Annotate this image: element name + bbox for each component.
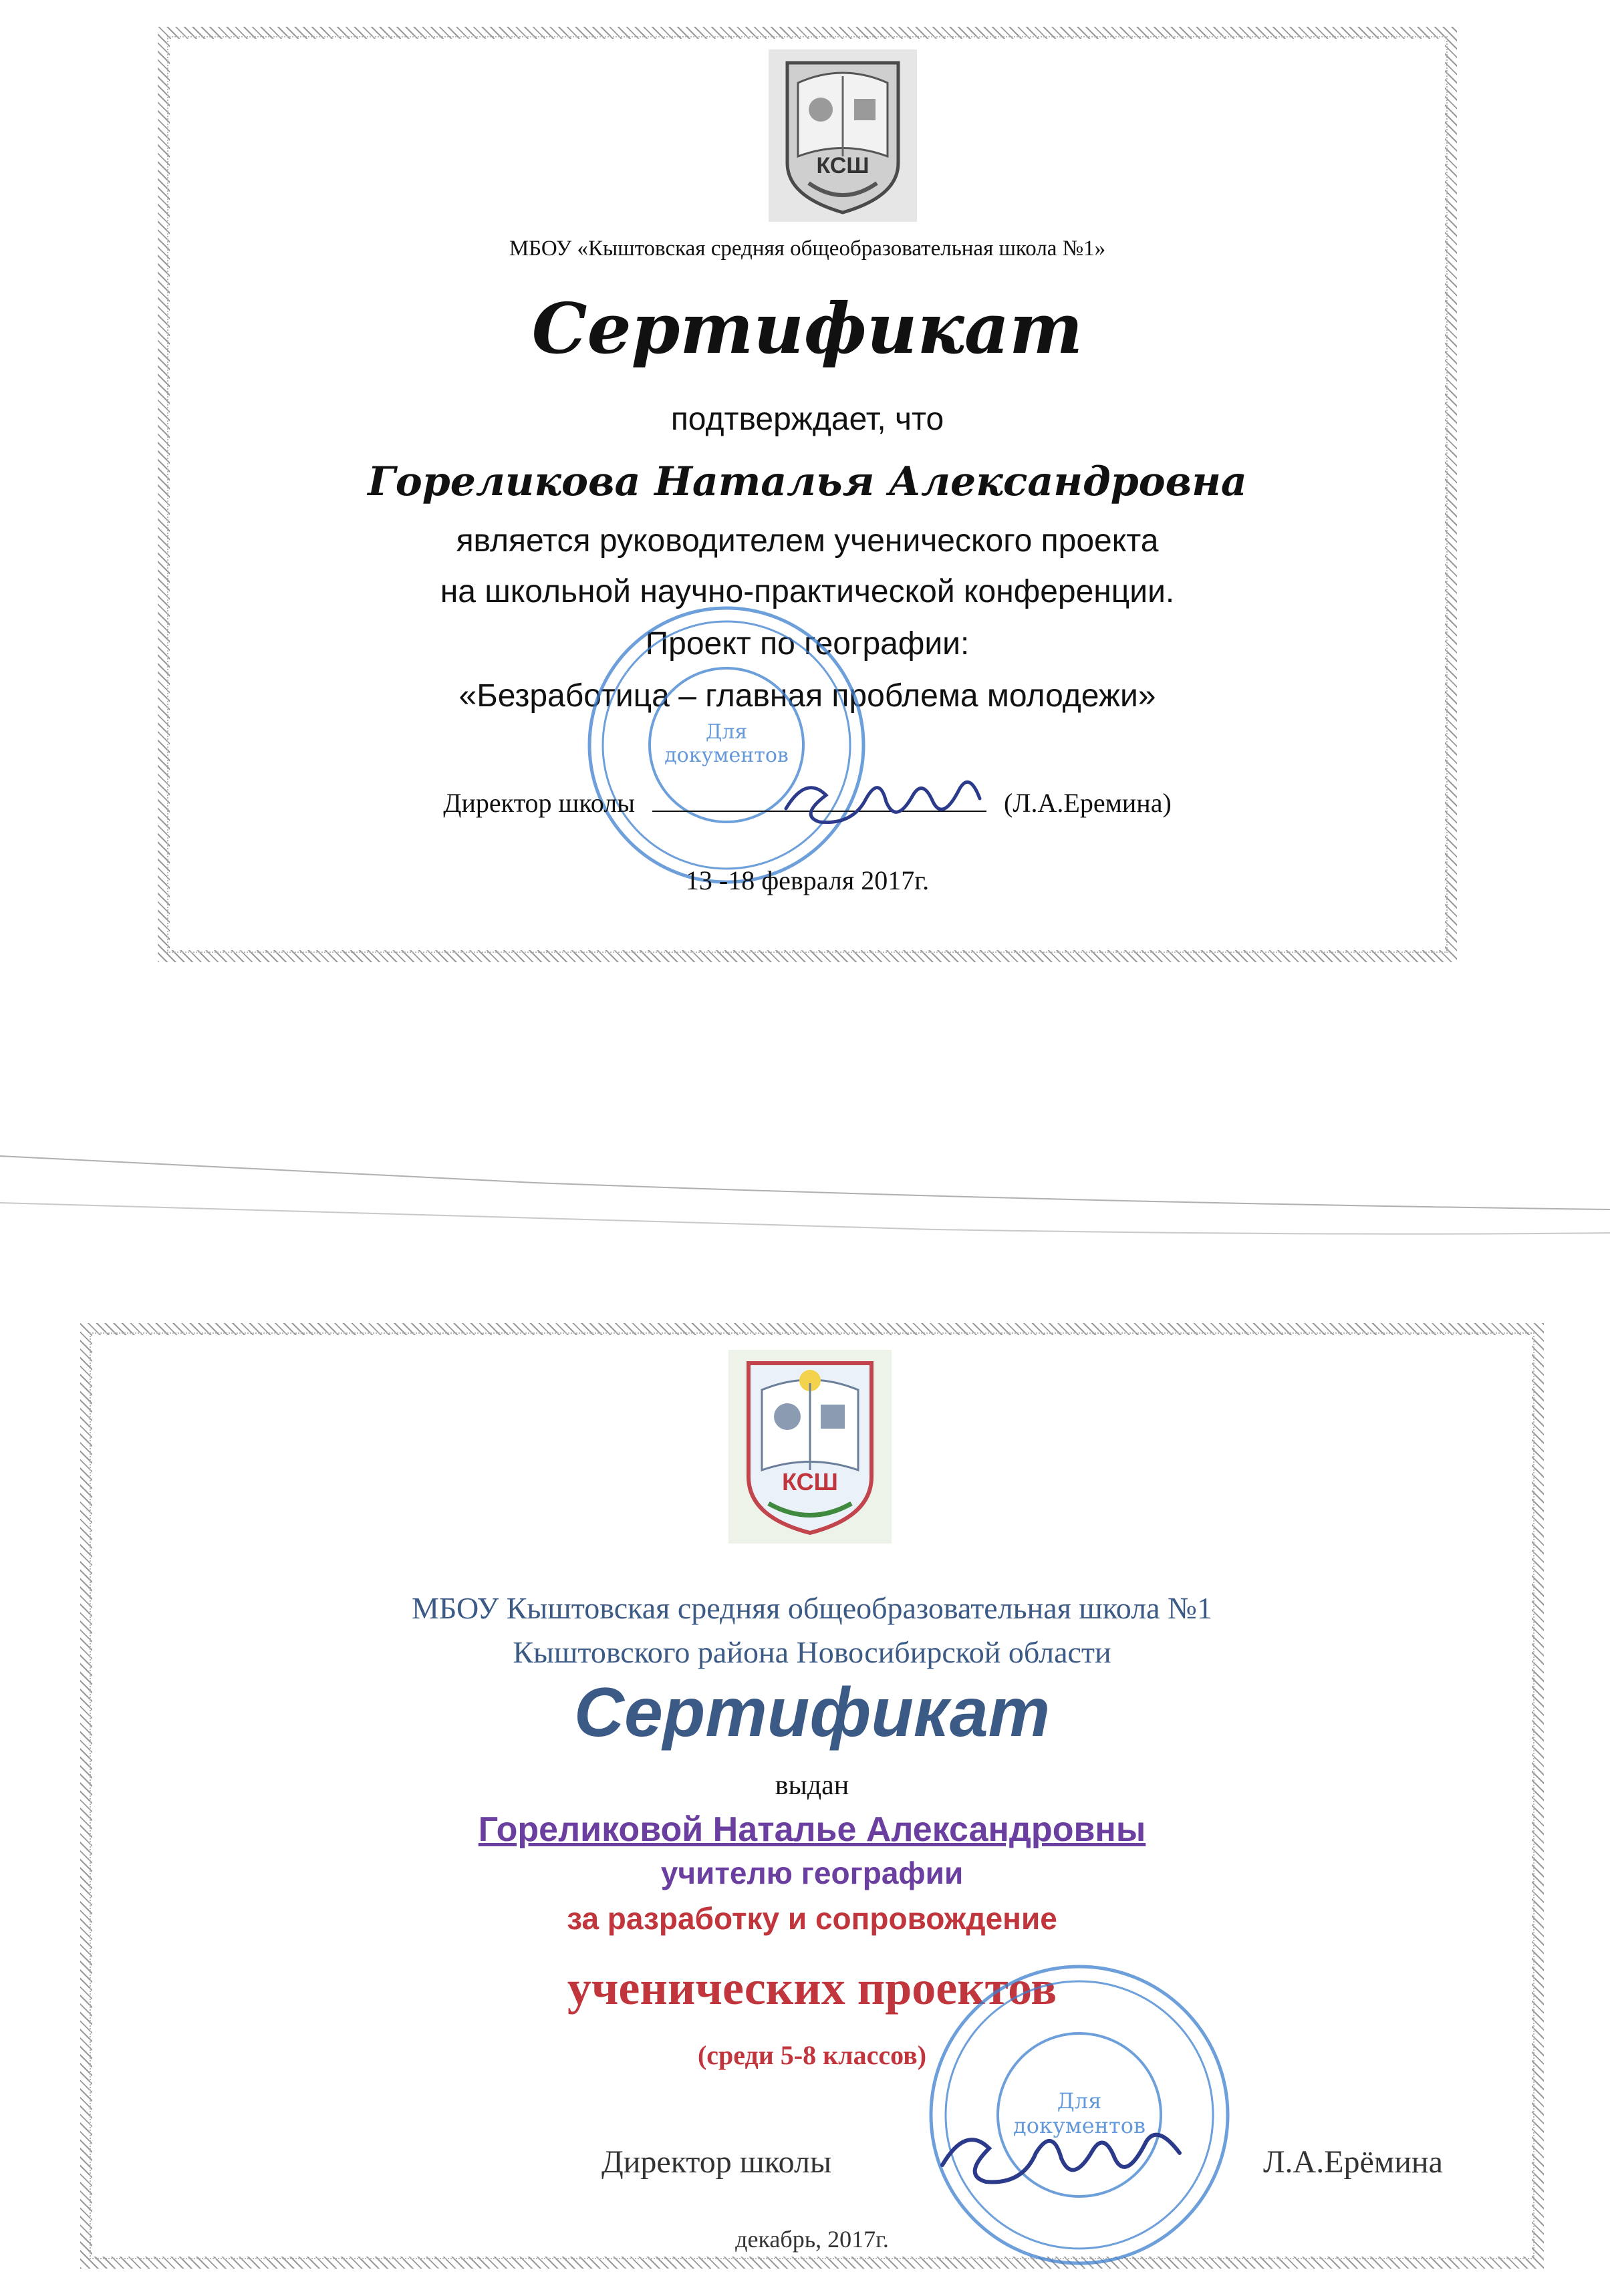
role-line-1: является руководителем ученического проекта bbox=[456, 523, 1159, 559]
project-line-2: «Безработица – главная проблема молодежи» bbox=[458, 678, 1156, 714]
svg-text:документов: документов bbox=[664, 744, 789, 767]
confirms-text: подтверждает, что bbox=[670, 402, 944, 437]
school-crest-logo bbox=[769, 49, 917, 222]
director-signature bbox=[779, 762, 993, 835]
issued-text: выдан bbox=[775, 1770, 849, 1801]
school-name-line-1: МБОУ Кыштовская средняя общеобразовательная школа №1 bbox=[412, 1591, 1212, 1625]
school-name: МБОУ «Кыштовская средняя общеобразовательная школа №1» bbox=[509, 237, 1106, 261]
award-reason-line-2: ученических проектов bbox=[567, 1961, 1057, 2015]
director-label: Директор школы bbox=[443, 788, 636, 818]
certificate-2 bbox=[80, 1323, 1544, 2269]
recipient-name: Гореликова Наталья Александровна bbox=[368, 458, 1247, 505]
certificate-1 bbox=[158, 27, 1457, 962]
svg-text:документов: документов bbox=[1013, 2113, 1146, 2138]
role-line-2: на школьной научно-практической конференции. bbox=[440, 574, 1175, 609]
svg-text:КСШ: КСШ bbox=[782, 1468, 838, 1495]
recipient-name: Гореликовой Наталье Александровны bbox=[478, 1810, 1146, 1849]
director-label: Директор школы bbox=[601, 2144, 832, 2180]
issue-date: декабрь, 2017г. bbox=[735, 2226, 889, 2253]
school-crest-logo bbox=[728, 1350, 892, 1544]
grades-note: (среди 5-8 классов) bbox=[697, 2040, 927, 2070]
director-name: (Л.А.Еремина) bbox=[1004, 788, 1172, 818]
award-reason-line-1: за разработку и сопровождение bbox=[567, 1901, 1057, 1936]
event-date: 13 -18 февраля 2017г. bbox=[685, 865, 930, 895]
svg-text:Для: Для bbox=[1057, 2088, 1102, 2114]
official-stamp bbox=[583, 601, 870, 889]
paper-fold bbox=[0, 1069, 1610, 1243]
school-name-line-2: Кыштовского района Новосибирской области bbox=[513, 1635, 1111, 1669]
project-line-1: Проект по географии: bbox=[645, 626, 970, 662]
director-name: Л.А.Ерёмина bbox=[1263, 2144, 1443, 2180]
svg-text:Для: Для bbox=[705, 720, 748, 744]
svg-text:КСШ: КСШ bbox=[816, 153, 869, 178]
certificate-title: Сертификат bbox=[531, 287, 1083, 370]
recipient-position: учителю географии bbox=[660, 1856, 964, 1890]
certificate-title: Сертификат bbox=[573, 1674, 1051, 1751]
director-signature bbox=[936, 2112, 1190, 2198]
